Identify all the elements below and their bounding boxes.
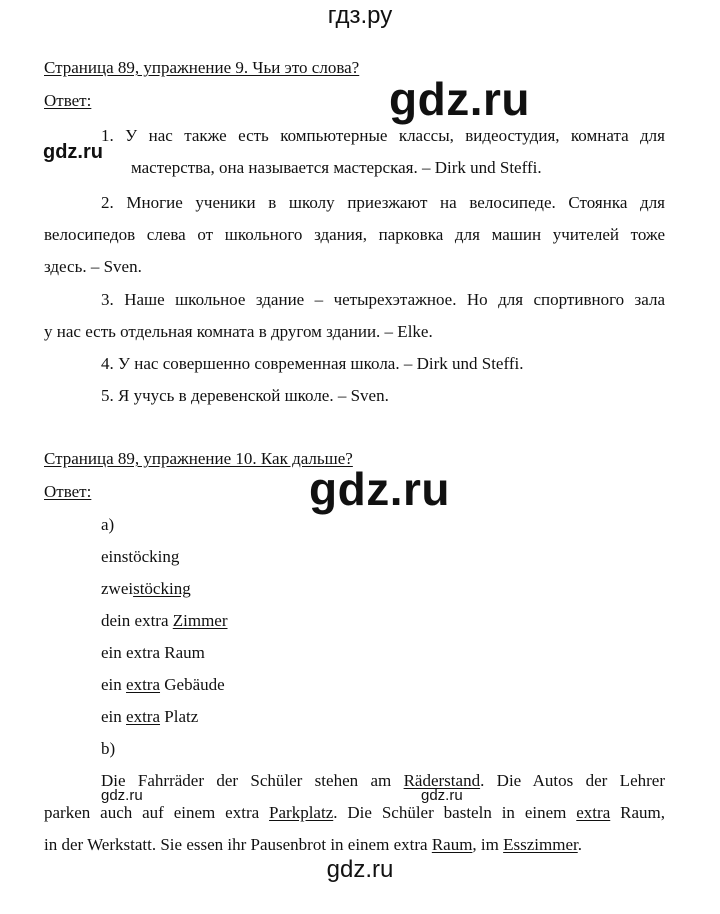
item-3 [101,611,228,631]
b-l3-underlined-2: Esszimmer [503,835,578,854]
b-l3-underlined-1: Raum [431,835,473,854]
b-l3-mid: , im [472,835,504,854]
b-l1-pre: Die Fahrräder der Schüler stehen am [101,771,404,790]
part-b-label: b) [101,739,116,758]
watermark-tiny-1: gdz.ru [101,787,143,804]
item-6-pre: ein [101,707,127,726]
item-6-post: Platz [160,707,199,726]
p4: 4. У нас совершенно современная школа. – Dirk und Steffi. [101,354,524,373]
p3-line2: у нас есть отдельная комната в другом здании. – Elke. [44,322,433,341]
item-5-post: Gebäude [160,675,225,694]
watermark-large: gdz.ru [389,73,530,125]
b-l2-post: Raum, [610,803,666,822]
section-heading-9: Страница 89, упражнение 9. Чьи это слова? [44,58,360,77]
b-l2-underlined-1: Parkplatz [269,803,334,822]
site-header-title: гдз.ру [327,2,393,29]
item-2-pre: zwei [101,579,134,598]
item-1: einstöcking [101,547,180,566]
b-line1 [101,771,665,791]
item-4: ein extra Raum [101,643,205,662]
p1-line1: 1. У нас также есть компьютерные классы, видеостудия, комната для [101,126,665,145]
item-5-underlined: extra [126,675,161,694]
p2-line2: велосипедов слева от школьного здания, парковка для машин учителей тоже [44,225,665,244]
section-heading-10: Страница 89, упражнение 10. Как дальше? [44,449,353,468]
site-footer: gdz.ru [326,856,394,883]
b-l2-underlined-2: extra [576,803,611,822]
b-l3-post: . [577,835,582,854]
item-3-underlined: Zimmer [172,611,228,630]
answer-label-10: Ответ: [44,482,92,501]
item-5-pre: ein [101,675,127,694]
watermark-large-2: gdz.ru [309,463,450,515]
item-6 [101,707,198,727]
item-2 [101,579,191,599]
item-3-pre: dein extra [101,611,173,630]
b-line2 [44,803,665,823]
part-a-label: a) [101,515,115,534]
b-line3 [44,835,582,855]
b-l3-pre: in der Werkstatt. Sie essen ihr Pausenbrot in einem extra [44,835,432,854]
item-5 [101,675,225,695]
b-l1-underlined: Räderstand [403,771,481,790]
item-2-underlined: stöcking [133,579,191,598]
p1-line2: мастерства, она называется мастерская. – Dirk und Steffi. [131,158,542,177]
p3-line1: 3. Наше школьное здание – четырехэтажное. Но для спортивного зала [101,290,665,309]
b-l2-pre: parken auch auf einem extra [44,803,270,822]
b-l2-mid: . Die Schüler basteln in einem [333,803,577,822]
answer-label-9: Ответ: [44,91,92,110]
item-6-underlined: extra [126,707,161,726]
watermark-small: gdz.ru [43,141,103,163]
p5: 5. Я учусь в деревенской школе. – Sven. [101,386,389,405]
p2-line3: здесь. – Sven. [44,257,142,276]
p2-line1: 2. Многие ученики в школу приезжают на велосипеде. Стоянка для [101,193,665,212]
b-l1-post: . Die Autos der Lehrer [480,771,665,790]
watermark-tiny-2: gdz.ru [421,787,463,804]
